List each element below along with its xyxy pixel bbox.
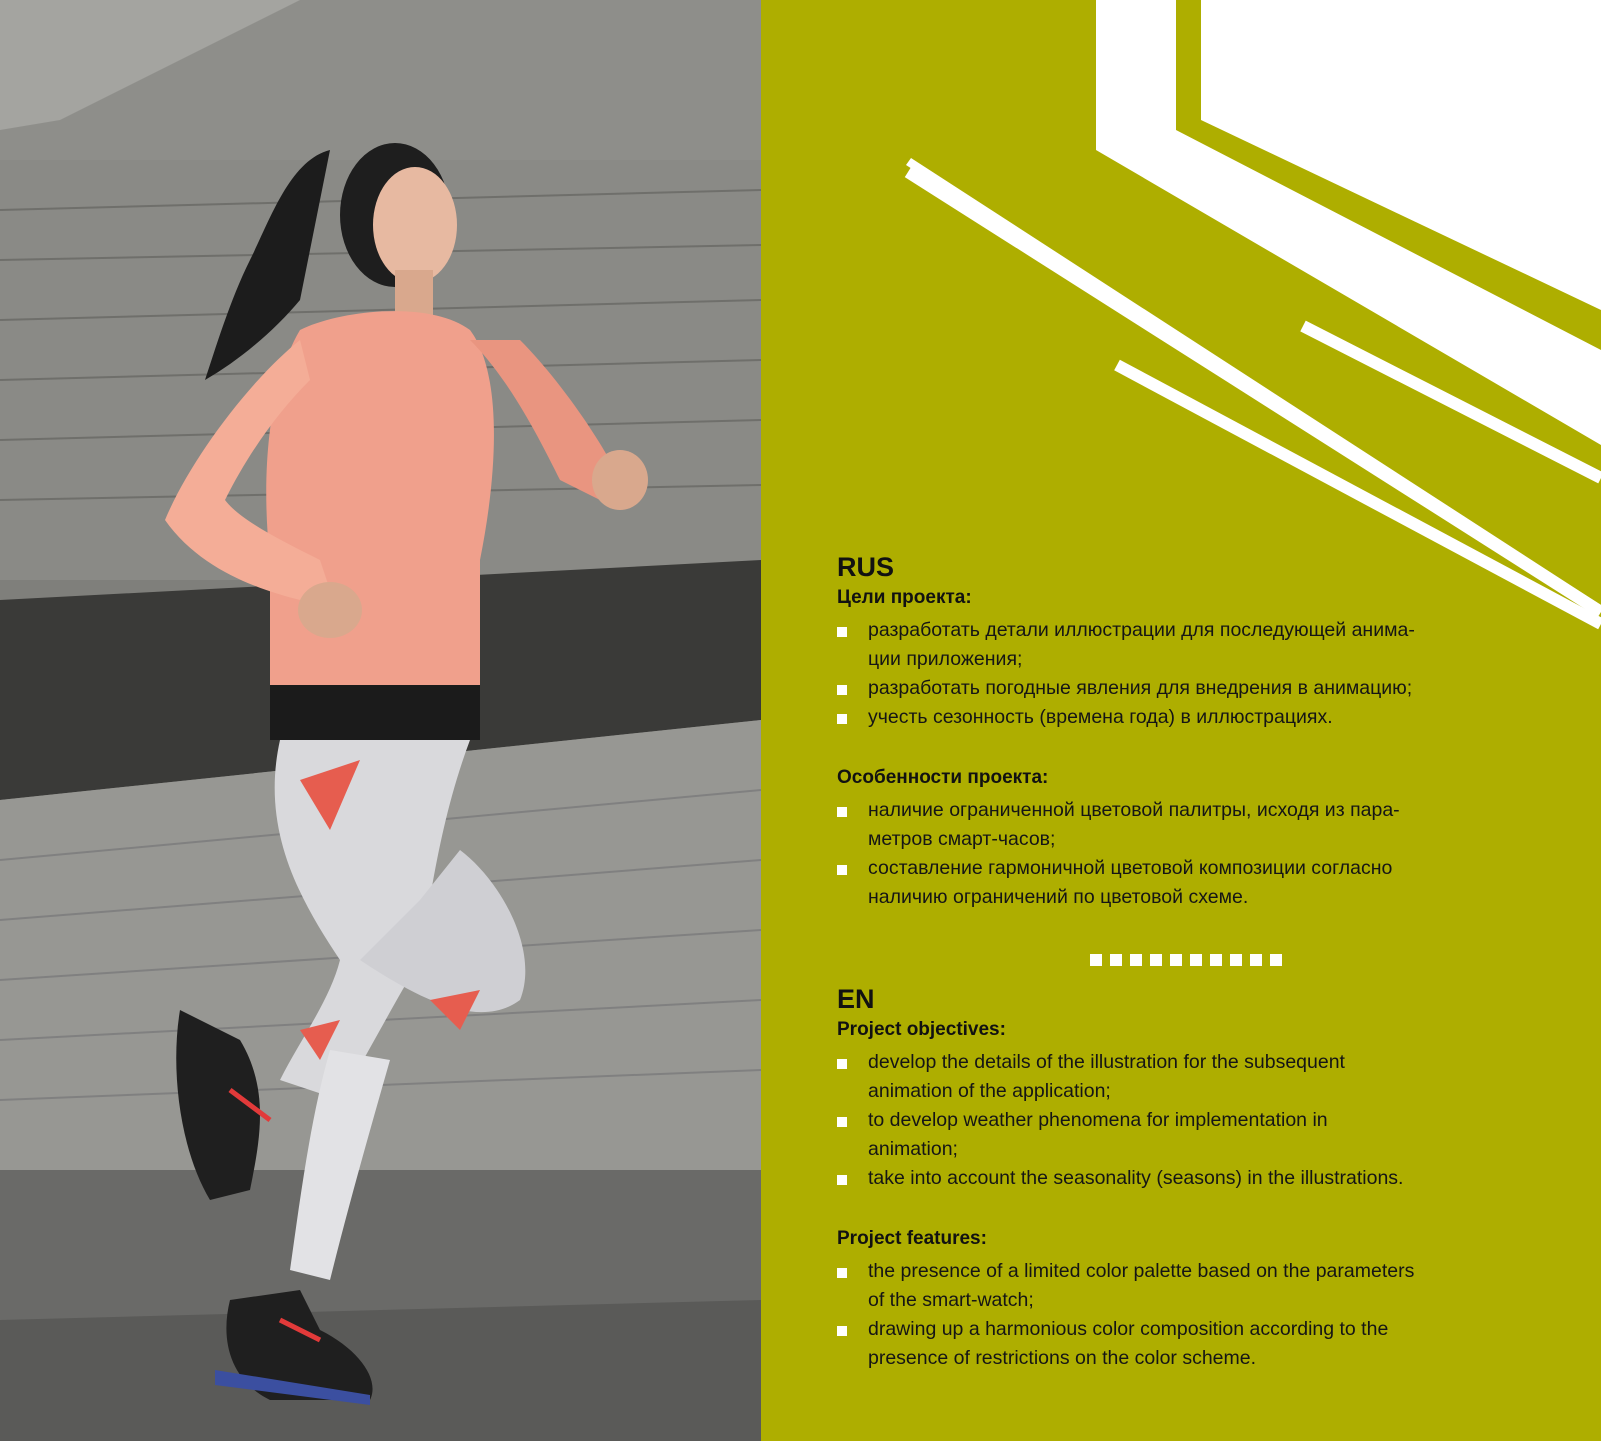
en-heading: EN — [837, 984, 875, 1014]
decorative-stripes — [761, 0, 1601, 640]
rus-goals-title: Цели проекта: — [837, 587, 972, 608]
bullet-square-icon — [837, 1175, 847, 1185]
list-item: drawing up a harmonious color composition according to the — [837, 1315, 1557, 1344]
bullet-square-icon — [837, 685, 847, 695]
list-item: учесть сезонность (времена года) в иллюстрациях. — [837, 703, 1557, 732]
list-item-continuation: animation of the application; — [868, 1080, 1111, 1102]
list-item-continuation: animation; — [868, 1138, 958, 1160]
project-description — [837, 552, 1557, 1373]
list-item: take into account the seasonality (seasons) in the illustrations. — [837, 1164, 1557, 1193]
list-item: to develop weather phenomena for implementation in — [837, 1106, 1557, 1135]
bullet-square-icon — [837, 865, 847, 875]
bullet-square-icon — [837, 1059, 847, 1069]
photo-illustration — [0, 0, 761, 1441]
running-woman-photo — [0, 0, 761, 1441]
list-item-continuation: of the smart-watch; — [868, 1289, 1034, 1311]
list-item: наличие ограниченной цветовой палитры, исходя из пара- — [837, 796, 1557, 825]
list-item: develop the details of the illustration for the subsequent — [837, 1048, 1557, 1077]
en-features-title: Project features: — [837, 1228, 987, 1249]
bullet-square-icon — [837, 627, 847, 637]
bullet-square-icon — [837, 807, 847, 817]
rus-features-title: Особенности проекта: — [837, 767, 1049, 788]
bullet-square-icon — [837, 714, 847, 724]
list-item: составление гармоничной цветовой композиции согласно — [837, 854, 1557, 883]
en-goals-title: Project objectives: — [837, 1019, 1006, 1040]
list-item-continuation: наличию ограничений по цветовой схеме. — [868, 886, 1249, 908]
rus-goals-list — [837, 616, 1557, 732]
rus-heading: RUS — [837, 552, 895, 582]
en-features-list — [837, 1257, 1557, 1373]
list-item: разработать погодные явления для внедрения в анимацию; — [837, 674, 1557, 703]
bullet-square-icon — [837, 1326, 847, 1336]
info-panel — [761, 0, 1601, 1441]
en-goals-list — [837, 1048, 1557, 1193]
list-item-continuation: presence of restrictions on the color scheme. — [868, 1347, 1257, 1369]
list-item-continuation: ции приложения; — [868, 648, 1023, 670]
bullet-square-icon — [837, 1268, 847, 1278]
list-item: the presence of a limited color palette based on the parameters — [837, 1257, 1557, 1286]
bullet-square-icon — [837, 1117, 847, 1127]
list-item: разработать детали иллюстрации для последующей анима- — [837, 616, 1557, 645]
dotted-divider — [1090, 954, 1557, 966]
rus-features-list — [837, 796, 1557, 912]
list-item-continuation: метров смарт-часов; — [868, 828, 1056, 850]
